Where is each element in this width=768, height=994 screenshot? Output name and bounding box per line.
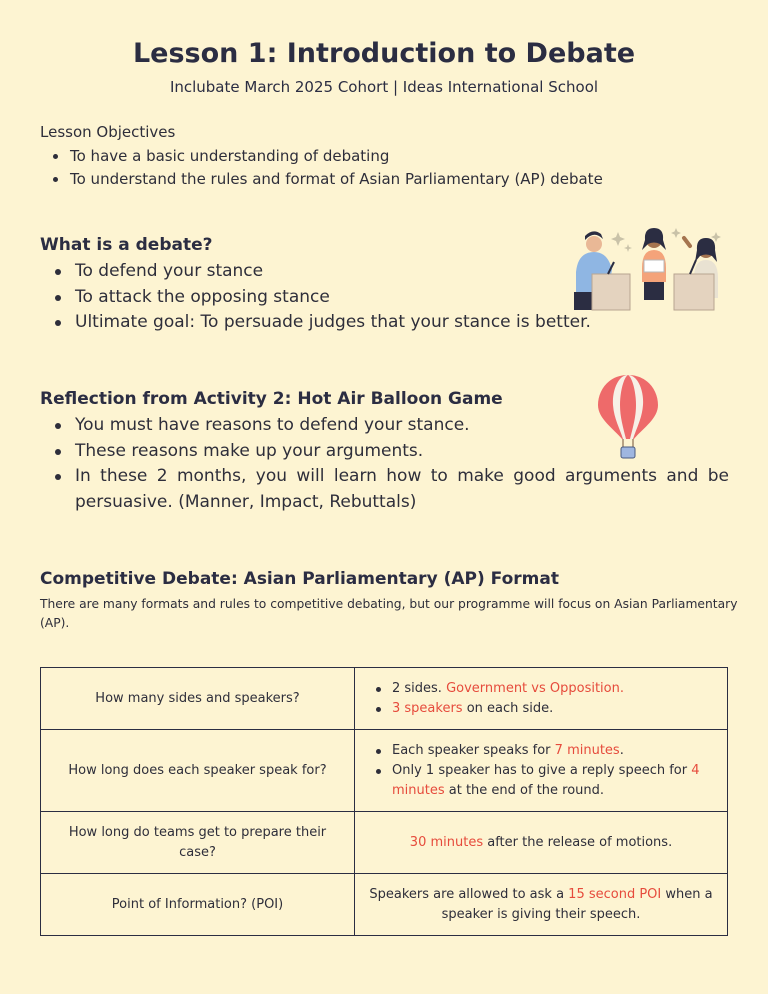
table-question: Point of Information? (POI): [41, 874, 355, 936]
table-question: How many sides and speakers?: [41, 668, 355, 730]
table-row: [41, 730, 728, 812]
list-item: Ultimate goal: To persuade judges that your stance is better.: [75, 310, 695, 336]
objectives-heading: Lesson Objectives: [40, 123, 176, 141]
table-question: How long do teams get to prepare their case?: [41, 812, 355, 874]
answer-text: when a speaker is giving their speech.: [441, 886, 713, 922]
answer-item: [392, 699, 717, 719]
list-item: To understand the rules and format of Asian Parliamentary (AP) debate: [70, 169, 603, 192]
section-heading-ap-format: Competitive Debate: Asian Parliamentary (AP) Format: [40, 569, 559, 589]
list-item: In these 2 months, you will learn how to make good arguments and be persuasive. (Manner, Impact, Rebuttals): [75, 464, 729, 515]
answer-text: after the release of motions.: [483, 834, 673, 850]
answer-highlight: 7 minutes: [554, 742, 620, 758]
table-answer: [355, 668, 728, 730]
table-question: How long does each speaker speak for?: [41, 730, 355, 812]
list-item: To defend your stance: [75, 259, 695, 285]
answer-text: .: [619, 742, 624, 758]
page-title: Lesson 1: Introduction to Debate: [132, 38, 636, 69]
answer-text: 2 sides.: [392, 680, 447, 696]
answer-item: [392, 761, 717, 801]
list-item: These reasons make up your arguments.: [75, 439, 729, 465]
answer-highlight: 15 second POI: [568, 886, 662, 902]
table-answer: [355, 730, 728, 812]
table-answer: [355, 874, 728, 936]
answer-item: [392, 741, 717, 761]
answer-text: at the end of the round.: [444, 782, 605, 798]
answer-item: [392, 679, 717, 699]
ap-format-table: [40, 667, 728, 936]
table-row: [41, 812, 728, 874]
answer-highlight: 30 minutes: [409, 834, 484, 850]
table-row: [41, 668, 728, 730]
list-item: You must have reasons to defend your stance.: [75, 413, 729, 439]
section-heading-what-is-debate: What is a debate?: [40, 235, 213, 255]
objectives-list: [70, 146, 603, 192]
answer-text: Only 1 speaker has to give a reply speech for: [392, 762, 692, 778]
hot-air-balloon-icon: [596, 373, 660, 461]
debate-illustration: [566, 222, 730, 312]
answer-text: Each speaker speaks for: [392, 742, 555, 758]
answer-text: Speakers are allowed to ask a: [369, 886, 569, 902]
answer-highlight: 3 speakers: [392, 700, 463, 716]
list-item: To attack the opposing stance: [75, 285, 695, 311]
list-item: To have a basic understanding of debating: [70, 146, 603, 169]
answer-highlight: 4 minutes: [392, 762, 700, 798]
table-row: [41, 874, 728, 936]
answer-text: on each side.: [462, 700, 554, 716]
table-answer: [355, 812, 728, 874]
section-heading-reflection: Reflection from Activity 2: Hot Air Balloon Game: [40, 389, 503, 409]
answer-highlight: Government vs Opposition.: [446, 680, 624, 696]
ap-format-description: There are many formats and rules to competitive debating, but our programme will focus on Asian Parliamentary (AP).: [40, 597, 738, 630]
page-subtitle: Inclubate March 2025 Cohort | Ideas International School: [169, 78, 599, 96]
